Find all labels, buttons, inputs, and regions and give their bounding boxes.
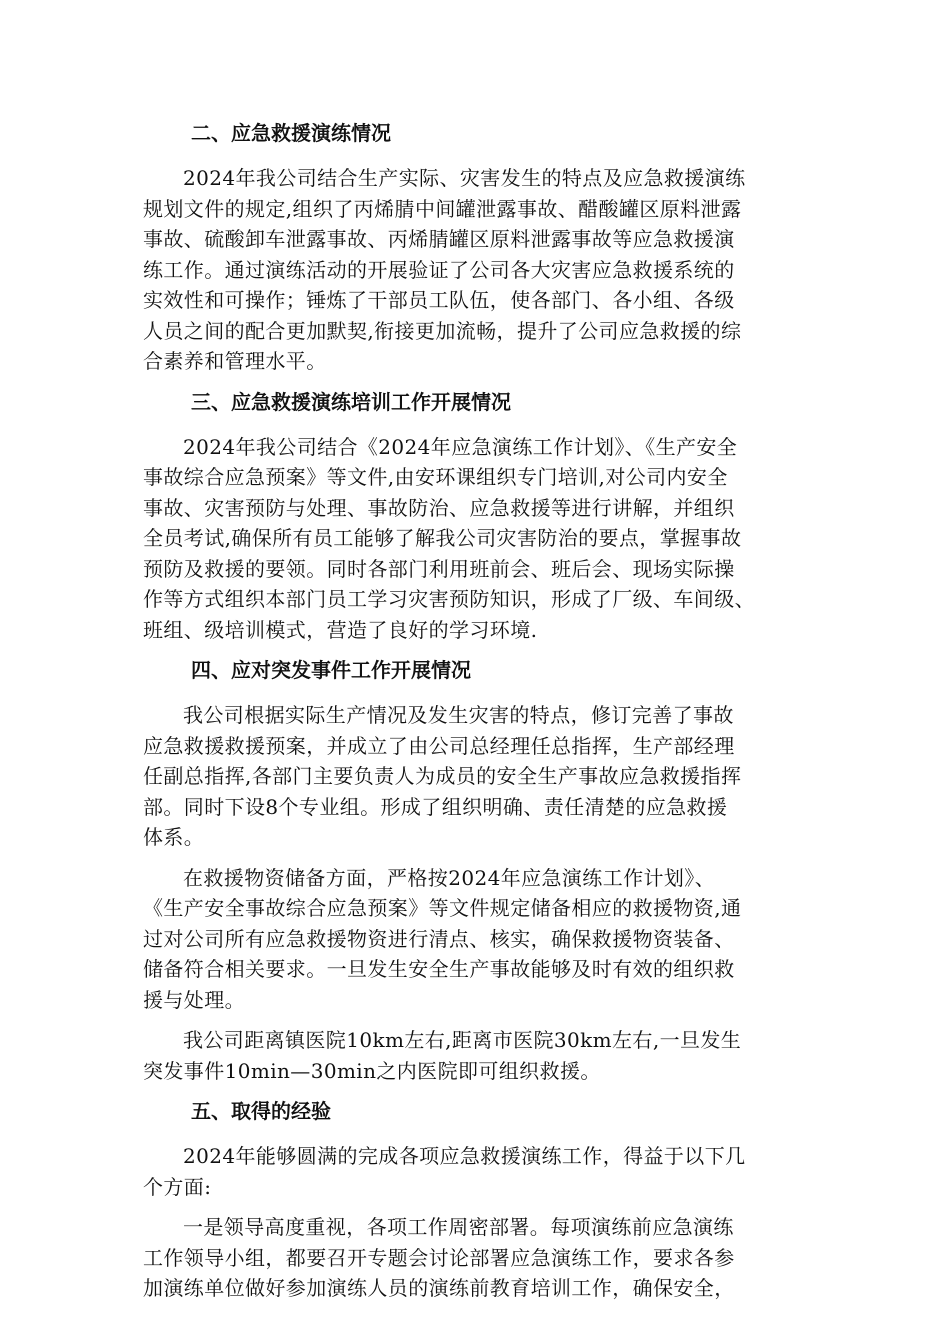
document-page bbox=[143, 118, 819, 1314]
section-heading: 二、应急救援演练情况 bbox=[191, 121, 391, 145]
paragraph-line: 我公司根据实际生产情况及发生灾害的特点，修订完善了事故 bbox=[183, 703, 734, 727]
paragraph-line: 合素养和管理水平。 bbox=[143, 349, 327, 373]
body-paragraph bbox=[143, 1141, 819, 1202]
paragraph-line: 突发事件10min—30min之内医院即可组织救援。 bbox=[143, 1058, 601, 1083]
paragraph-line: 全员考试,确保所有员工能够了解我公司灾害防治的要点，掌握事故 bbox=[143, 526, 742, 550]
paragraph-line: 实效性和可操作；锤炼了干部员工队伍，使各部门、各小组、各级 bbox=[143, 288, 735, 312]
paragraph-line: 2024年我公司结合《2024年应急演练工作计划》、《生产安全 bbox=[183, 434, 738, 459]
paragraph-line: 工作领导小组，都要召开专题会讨论部署应急演练工作，要求各参 bbox=[143, 1245, 735, 1270]
paragraph-line: 在救援物资储备方面，严格按2024年应急演练工作计划》、 bbox=[183, 865, 716, 890]
paragraph-line: 事故综合应急预案》等文件,由安环课组织专门培训,对公司内安全 bbox=[143, 465, 728, 489]
paragraph-line: 应急救援救援预案，并成立了由公司总经理任总指挥，生产部经理 bbox=[143, 733, 735, 758]
paragraph-line: 人员之间的配合更加默契,衔接更加流畅，提升了公司应急救援的综 bbox=[143, 318, 742, 343]
paragraph-line: 班组、级培训模式，营造了良好的学习环境. bbox=[143, 617, 538, 642]
body-paragraph bbox=[143, 1025, 819, 1086]
paragraph-line: 储备符合相关要求。一旦发生安全生产事故能够及时有效的组织救 bbox=[143, 957, 735, 981]
paragraph-line: 我公司距离镇医院10km左右,距离市医院30km左右,一旦发生 bbox=[183, 1028, 742, 1052]
paragraph-line: 规划文件的规定,组织了丙烯腈中间罐泄露事故、醋酸罐区原料泄露 bbox=[143, 196, 742, 221]
paragraph-line: 作等方式组织本部门员工学习灾害预防知识，形成了厂级、车间级、 bbox=[143, 587, 755, 611]
paragraph-line: 事故、灾害预防与处理、事故防治、应急救援等进行讲解，并组织 bbox=[143, 495, 735, 520]
paragraph-line: 2024年能够圆满的完成各项应急救援演练工作，得益于以下几 bbox=[183, 1144, 746, 1168]
section-heading: 三、应急救援演练培训工作开展情况 bbox=[191, 389, 511, 414]
body-paragraph bbox=[143, 700, 819, 853]
paragraph-line: 过对公司所有应急救援物资进行清点、核实，确保救援物资装备、 bbox=[143, 926, 735, 951]
body-paragraph bbox=[143, 432, 819, 646]
paragraph-line: 一是领导高度重视，各项工作周密部署。每项演练前应急演练 bbox=[183, 1215, 734, 1239]
body-paragraph bbox=[143, 163, 819, 377]
paragraph-line: 2024年我公司结合生产实际、灾害发生的特点及应急救援演练 bbox=[183, 166, 746, 190]
paragraph-line: 任副总指挥,各部门主要负责人为成员的安全生产事故应急救援指挥 bbox=[143, 764, 742, 788]
paragraph-line: 加演练单位做好参加演练人员的演练前教育培训工作，确保安全， bbox=[143, 1276, 735, 1300]
section-heading: 四、应对突发事件工作开展情况 bbox=[191, 658, 471, 682]
paragraph-line: 预防及救援的要领。同时各部门利用班前会、班后会、现场实际操 bbox=[143, 556, 735, 581]
paragraph-line: 部。同时下设8个专业组。形成了组织明确、责任清楚的应急救援 bbox=[143, 794, 728, 819]
body-paragraph bbox=[143, 1212, 819, 1304]
paragraph-line: 援与处理。 bbox=[143, 987, 245, 1012]
paragraph-line: 个方面: bbox=[143, 1174, 212, 1199]
paragraph-line: 练工作。通过演练活动的开展验证了公司各大灾害应急救援系统的 bbox=[143, 257, 735, 282]
paragraph-line: 《生产安全事故综合应急预案》等文件规定储备相应的救援物资,通 bbox=[143, 896, 742, 920]
section-heading: 五、取得的经验 bbox=[191, 1099, 331, 1123]
paragraph-line: 事故、硫酸卸车泄露事故、丙烯腈罐区原料泄露事故等应急救援演 bbox=[143, 227, 735, 251]
body-paragraph bbox=[143, 863, 819, 1016]
paragraph-line: 体系。 bbox=[143, 825, 205, 849]
